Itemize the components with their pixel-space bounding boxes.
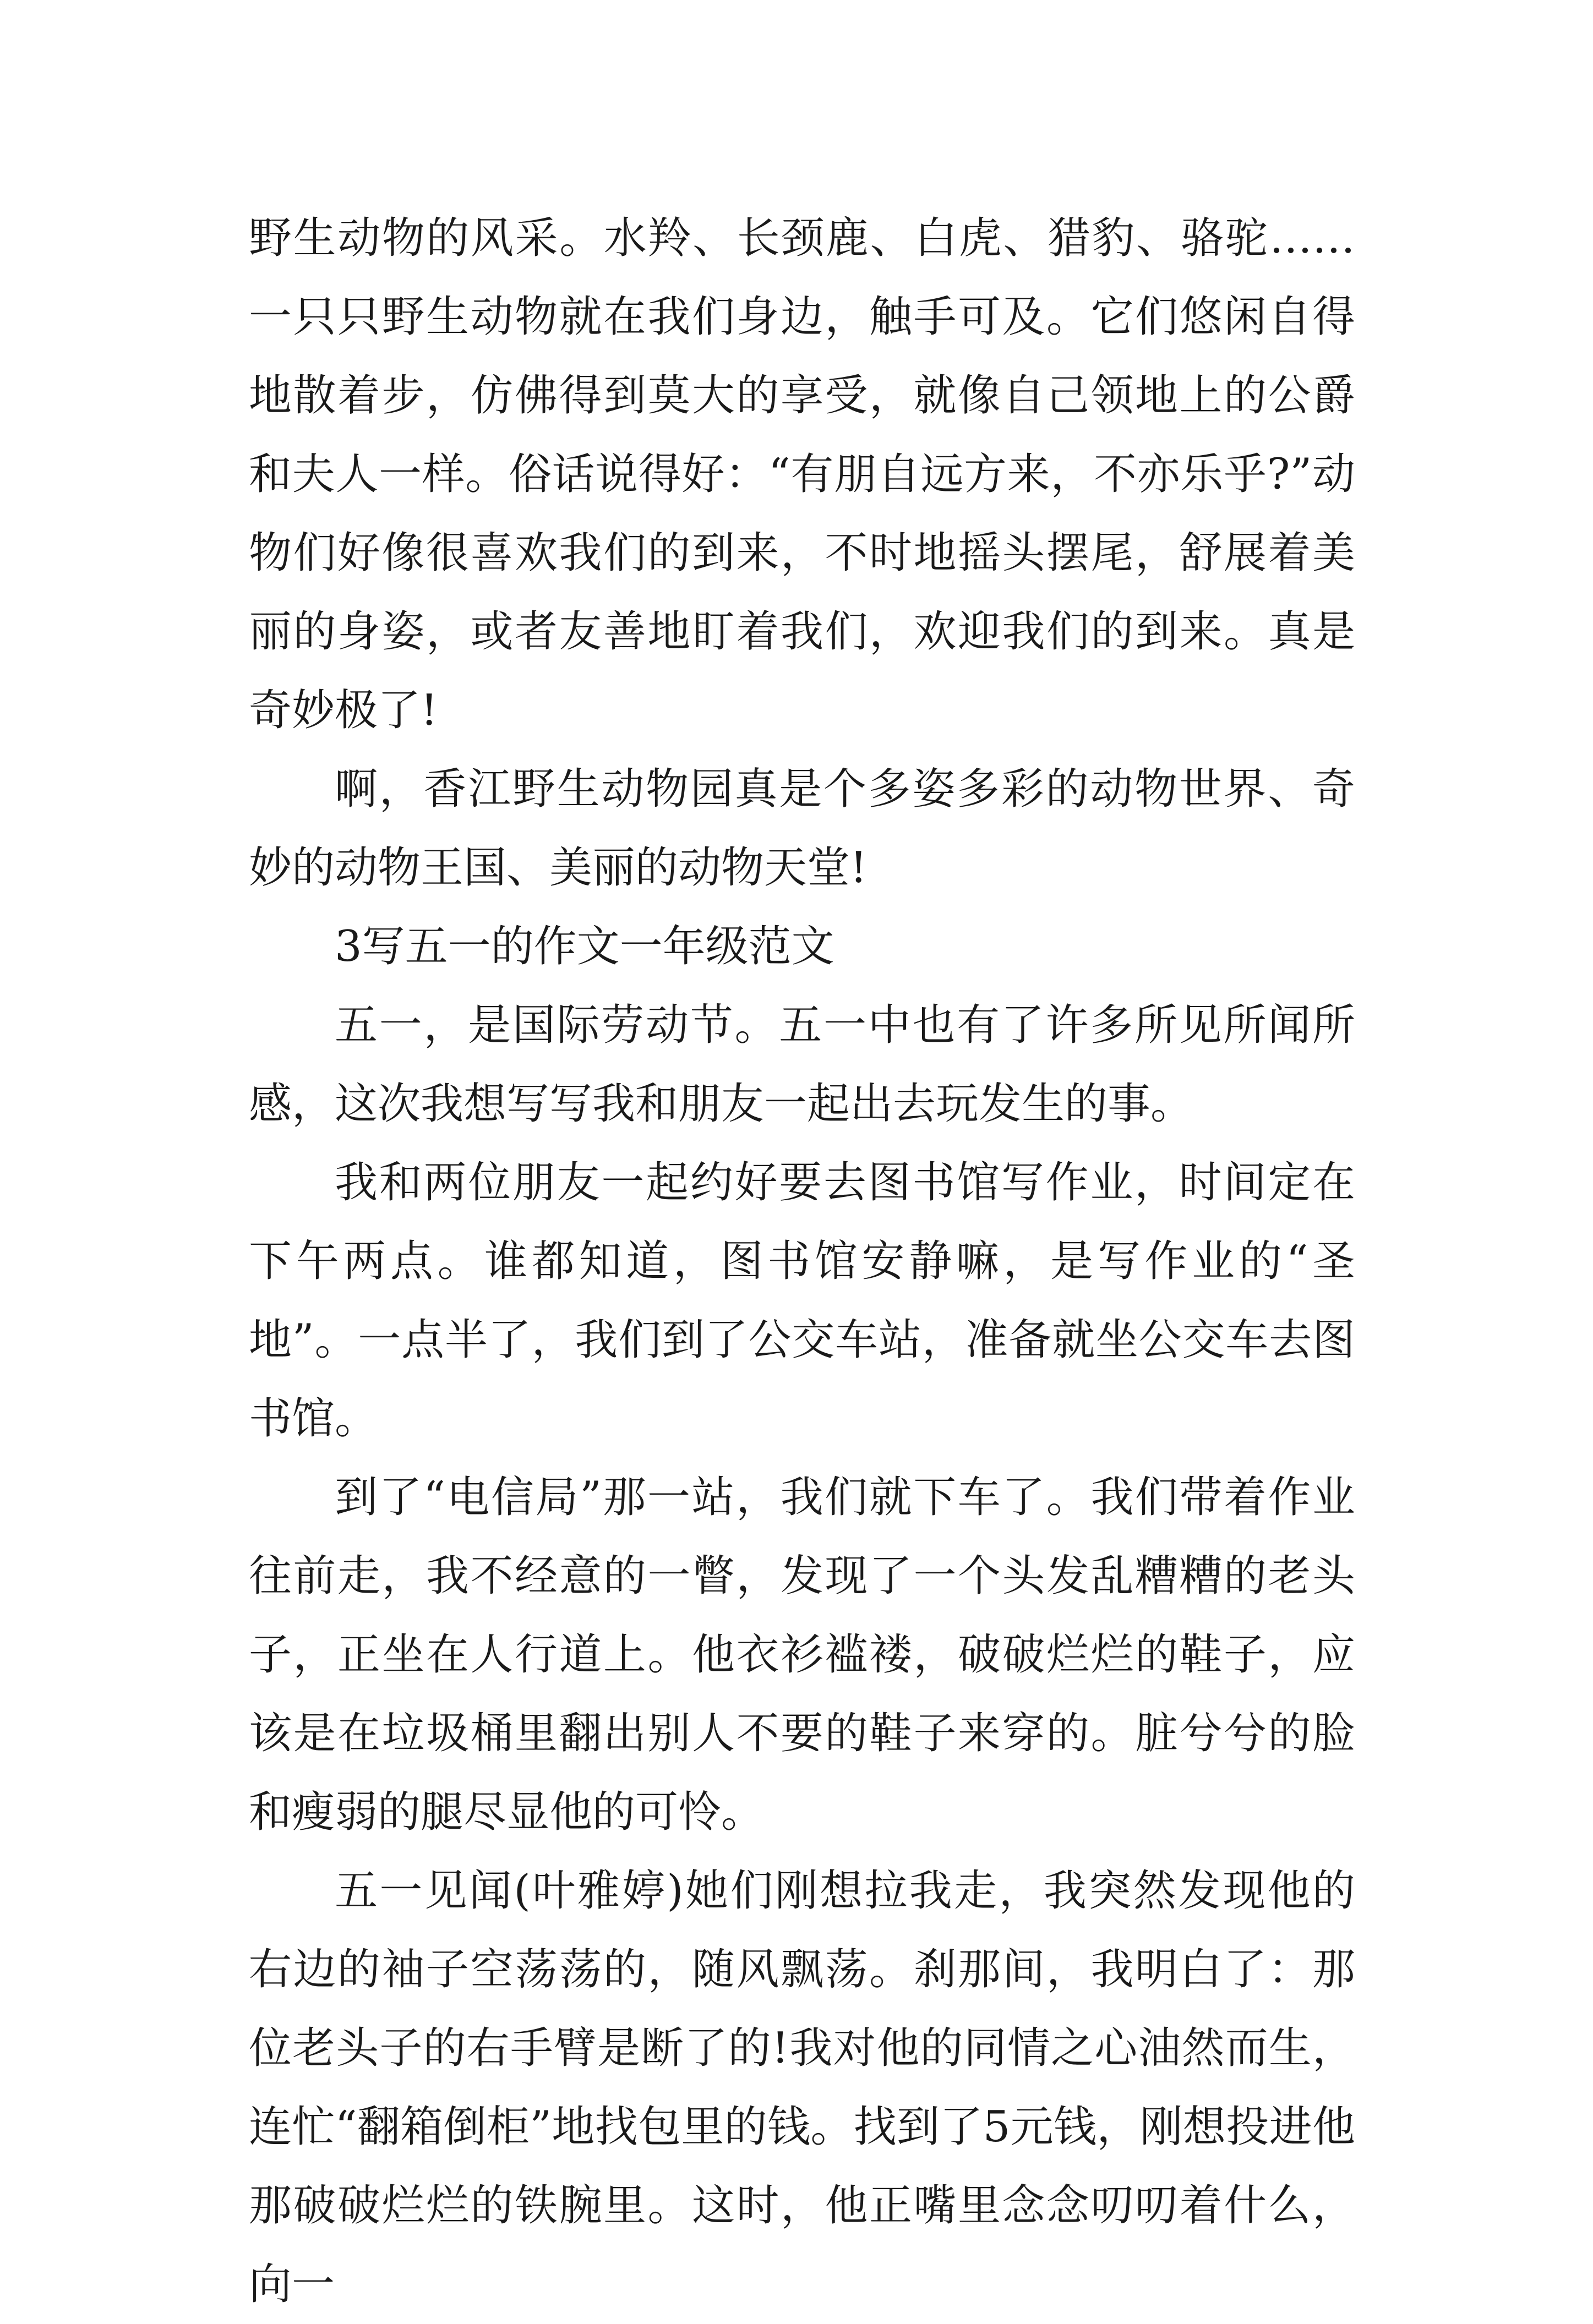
paragraph: 五一，是国际劳动节。五一中也有了许多所见所闻所感，这次我想写写我和朋友一起出去玩发生的事。 bbox=[249, 1000, 1355, 1129]
paragraph: 我和两位朋友一起约好要去图书馆写作业，时间定在下午两点。谁都知道，图书馆安静嘛，是写作业的“圣地”。一点半了，我们到了公交车站，准备就坐公交车去图书馆。 bbox=[249, 1158, 1355, 1443]
paragraph: 啊，香江野生动物园真是个多姿多彩的动物世界、奇妙的动物王国、美丽的动物天堂! bbox=[249, 764, 1355, 893]
section-heading: 3写五一的作文一年级范文 bbox=[335, 922, 834, 971]
paragraph-continuation: 野生动物的风采。水羚、长颈鹿、白虎、猎豹、骆驼……一只只野生动物就在我们身边，触手可及。它们悠闲自得地散着步，仿佛得到莫大的享受，就像自己领地上的公爵和夫人一样。俗话说得好：“有朋自远方来，不亦乐乎?”动物们好像很喜欢我们的到来，不时地摇头摆尾，舒展着美丽的身姿，或者友善地盯着我们，欢迎我们的到来。真是奇妙极了! bbox=[249, 214, 1355, 735]
body-text bbox=[249, 199, 1355, 2324]
paragraph: 五一见闻(叶雅婷)她们刚想拉我走，我突然发现他的右边的袖子空荡荡的，随风飘荡。刹那间，我明白了：那位老头子的右手臂是断了的!我对他的同情之心油然而生，连忙“翻箱倒柜”地找包里的钱。找到了5元钱，刚想投进他那破破烂烂的铁腕里。这时，他正嘴里念念叨叨着什么，向一 bbox=[249, 1866, 1355, 2309]
paragraph: 到了“电信局”那一站，我们就下车了。我们带着作业往前走，我不经意的一瞥，发现了一个头发乱糟糟的老头子，正坐在人行道上。他衣衫褴褛，破破烂烂的鞋子，应该是在垃圾桶里翻出别人不要的鞋子来穿的。脏兮兮的脸和瘦弱的腿尽显他的可怜。 bbox=[249, 1473, 1355, 1837]
